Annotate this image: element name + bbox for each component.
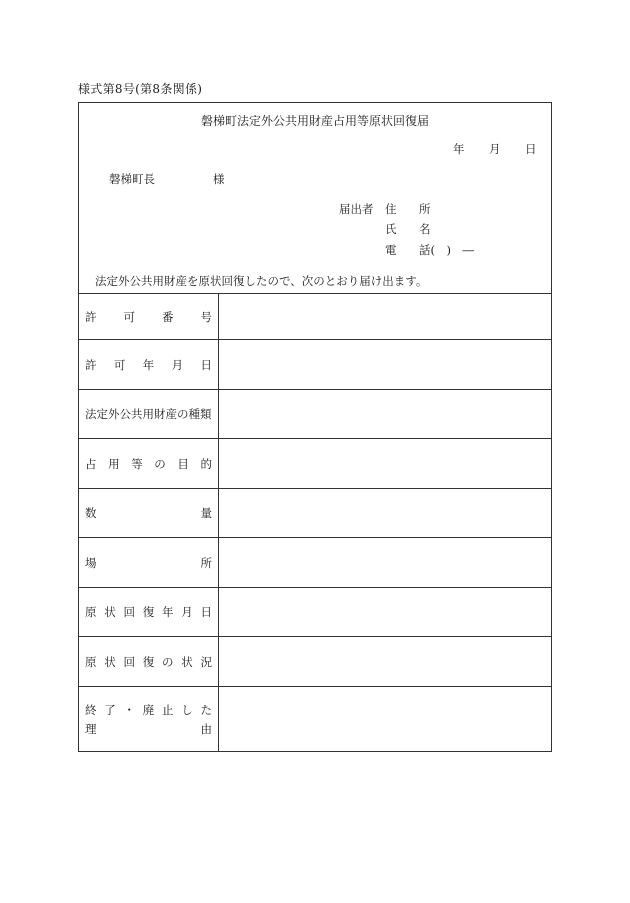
row-label-quantity (85, 505, 212, 521)
date-month-label: 月 (489, 142, 501, 156)
table-row (79, 686, 551, 752)
label-char: 日 (200, 357, 212, 372)
applicant-name-label-2: 名 (419, 222, 431, 236)
label-char: ・ (123, 703, 135, 717)
date-year-label: 年 (453, 142, 465, 156)
label-char: 可 (123, 309, 135, 324)
form-number-label: 様式第8号(第8条関係) (78, 82, 203, 96)
label-char: 占 (85, 456, 97, 471)
label-char: の (162, 654, 174, 669)
applicant-phone-label-1: 電 (385, 243, 397, 257)
table-row (79, 339, 551, 389)
row-label-cell (79, 340, 219, 389)
row-label-restoration-date (85, 604, 212, 620)
applicant-address-label-1: 住 (385, 202, 397, 216)
label-char: 状 (104, 654, 116, 669)
form-frame (78, 102, 552, 752)
label-char: 号 (200, 309, 212, 324)
table-row (79, 636, 551, 686)
label-char: し (181, 703, 193, 717)
label-char: 日 (200, 605, 212, 619)
label-char: 月 (171, 357, 184, 372)
label-char: 廃 (142, 703, 155, 717)
row-label-restoration-status (85, 654, 212, 670)
row-value-quantity[interactable] (219, 489, 551, 537)
row-label-termination-line1 (85, 702, 212, 718)
row-value-property-type[interactable] (219, 390, 551, 438)
row-value-termination-reason[interactable] (219, 687, 551, 752)
row-label-location (85, 555, 212, 571)
row-value-permit-number[interactable] (219, 294, 551, 339)
row-value-permit-date[interactable] (219, 340, 551, 389)
label-char: 理 (85, 722, 97, 736)
label-char: 年 (142, 357, 155, 372)
table-row (79, 488, 551, 537)
form-table (79, 293, 551, 752)
label-char: の (154, 456, 166, 471)
label-char: 原 (85, 605, 97, 619)
row-label-permit-date (85, 357, 212, 373)
row-label-permit-number (85, 309, 212, 325)
label-char: 状 (181, 654, 193, 669)
row-label-cell (79, 637, 219, 686)
table-row (79, 293, 551, 339)
label-char: 用 (108, 456, 120, 471)
table-row (79, 537, 551, 587)
row-value-occupancy-purpose[interactable] (219, 439, 551, 488)
label-char: 復 (142, 654, 155, 669)
row-label-termination-reason (85, 702, 212, 737)
row-label-cell (79, 439, 219, 488)
row-label-cell (79, 538, 219, 587)
row-label-cell (79, 489, 219, 537)
label-char: 許 (85, 357, 97, 372)
applicant-name-label-1: 氏 (385, 222, 397, 236)
applicant-phone-label-2: 話( ) ― (419, 243, 474, 257)
label-char: 由 (200, 722, 212, 736)
label-char: 許 (85, 309, 97, 324)
row-label-cell (79, 294, 219, 339)
label-char: 況 (200, 654, 212, 669)
intro-statement: 法定外公共用財産を原状回復したので、次のとおり届け出ます。 (95, 274, 428, 288)
label-char: 等 (131, 456, 143, 471)
label-char: 目 (177, 456, 189, 471)
label-char: 年 (162, 605, 174, 619)
addressee-name: 磐梯町長 (109, 172, 155, 186)
form-title: 磐梯町法定外公共用財産占用等原状回復届 (200, 114, 429, 128)
table-row (79, 438, 551, 488)
row-value-location[interactable] (219, 538, 551, 587)
date-day-label: 日 (525, 142, 537, 156)
label-char: 了 (104, 703, 116, 717)
label-char: 状 (104, 605, 116, 619)
label-char: 所 (200, 555, 212, 570)
label-char: 回 (123, 654, 135, 669)
label-char: た (200, 703, 212, 717)
row-label-cell (79, 390, 219, 438)
table-row (79, 587, 551, 636)
label-char: 月 (181, 605, 193, 619)
row-value-restoration-date[interactable] (219, 588, 551, 636)
label-char: 復 (142, 605, 155, 619)
row-label-cell (79, 588, 219, 636)
row-label-property-type: 法定外公共用財産の種類 (85, 407, 212, 421)
label-char: 的 (200, 456, 212, 471)
label-char: 回 (123, 605, 135, 619)
label-char: 原 (85, 654, 97, 669)
label-char: 番 (162, 309, 174, 324)
table-row (79, 389, 551, 438)
applicant-address-label-2: 所 (419, 202, 431, 216)
label-char: 場 (85, 555, 97, 570)
label-char: 止 (162, 703, 174, 717)
form-header (79, 103, 551, 293)
row-label-occupancy-purpose (85, 456, 212, 472)
row-value-restoration-status[interactable] (219, 637, 551, 686)
label-char: 量 (200, 506, 212, 520)
applicant-label: 届出者 (339, 202, 374, 216)
row-label-termination-line2 (85, 721, 212, 737)
label-char: 数 (85, 506, 97, 520)
label-char: 可 (113, 357, 126, 372)
row-label-cell (79, 687, 219, 752)
addressee-honorific: 様 (213, 172, 225, 186)
label-char: 終 (85, 703, 97, 717)
